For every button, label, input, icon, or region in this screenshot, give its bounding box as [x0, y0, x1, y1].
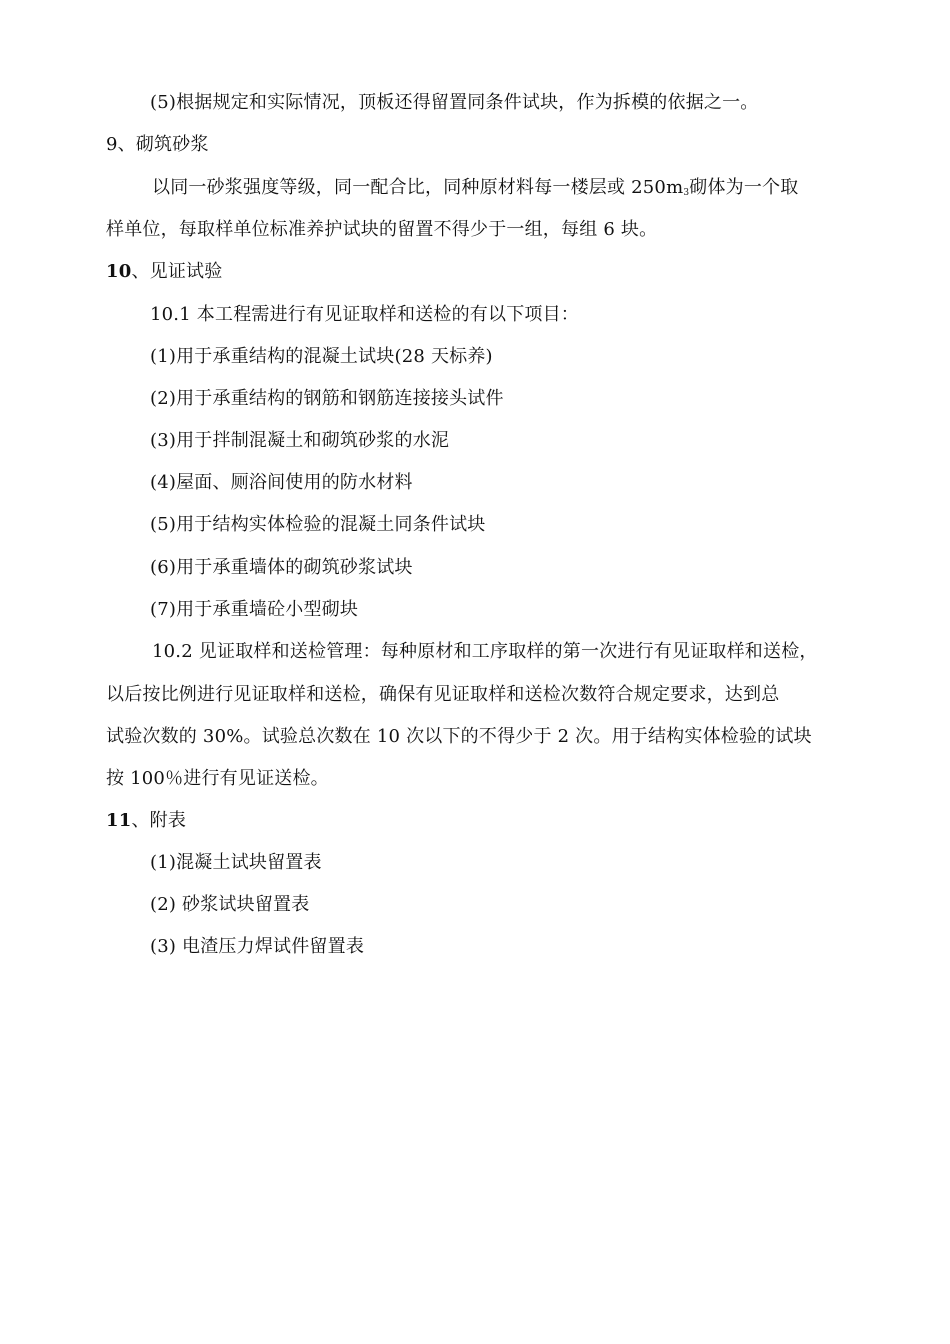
- section-heading-9: 9、砌筑砂浆: [106, 134, 209, 155]
- paragraph-line: 按 100％进行有见证送检。: [106, 768, 329, 789]
- section-title: 、附表: [131, 810, 187, 831]
- appendix-item: (2) 砂浆试块留置表: [150, 894, 310, 915]
- paragraph-line: (5)根据规定和实际情况，顶板还得留置同条件试块，作为拆模的依据之一。: [150, 92, 759, 113]
- text-span: 以同一砂浆强度等级，同一配合比，同种原材料每一楼层或 250m: [152, 177, 684, 198]
- paragraph-line: 样单位，每取样单位标准养护试块的留置不得少于一组，每组 6 块。: [106, 219, 658, 240]
- list-item: (5)用于结构实体检验的混凝土同条件试块: [150, 514, 486, 535]
- section-heading-11: [106, 809, 186, 833]
- paragraph-line: 以后按比例进行见证取样和送检，确保有见证取样和送检次数符合规定要求，达到总: [106, 684, 780, 705]
- appendix-item: (3) 电渣压力焊试件留置表: [150, 936, 365, 957]
- list-item: (4)屋面、厕浴间使用的防水材料: [150, 472, 413, 493]
- section-number: 10: [106, 261, 132, 282]
- list-item: (1)用于承重结构的混凝土试块(28 天标养): [150, 346, 493, 367]
- paragraph-line: 试验次数的 30%。试验总次数在 10 次以下的不得少于 2 次。用于结构实体检验的试块: [106, 726, 812, 747]
- paragraph-line: 10.1 本工程需进行有见证取样和送检的有以下项目：: [150, 304, 579, 325]
- section-title: 、见证试验: [131, 261, 223, 282]
- section-number: 11: [106, 810, 132, 831]
- paragraph-line: 10.2 见证取样和送检管理：每种原材和工序取样的第一次进行有见证取样和送检，: [152, 641, 818, 662]
- list-item: (7)用于承重墙砼小型砌块: [150, 599, 359, 620]
- list-item: (2)用于承重结构的钢筋和钢筋连接接头试件: [150, 388, 504, 409]
- list-item: (3)用于拌制混凝土和砌筑砂浆的水泥: [150, 430, 450, 451]
- list-item: (6)用于承重墙体的砌筑砂浆试块: [150, 557, 413, 578]
- appendix-item: (1)混凝土试块留置表: [150, 852, 322, 873]
- superscript-unit: 3: [683, 188, 690, 198]
- text-span: 砌体为一个取: [689, 177, 799, 198]
- section-heading-10: [106, 260, 222, 284]
- paragraph-line: [152, 176, 798, 203]
